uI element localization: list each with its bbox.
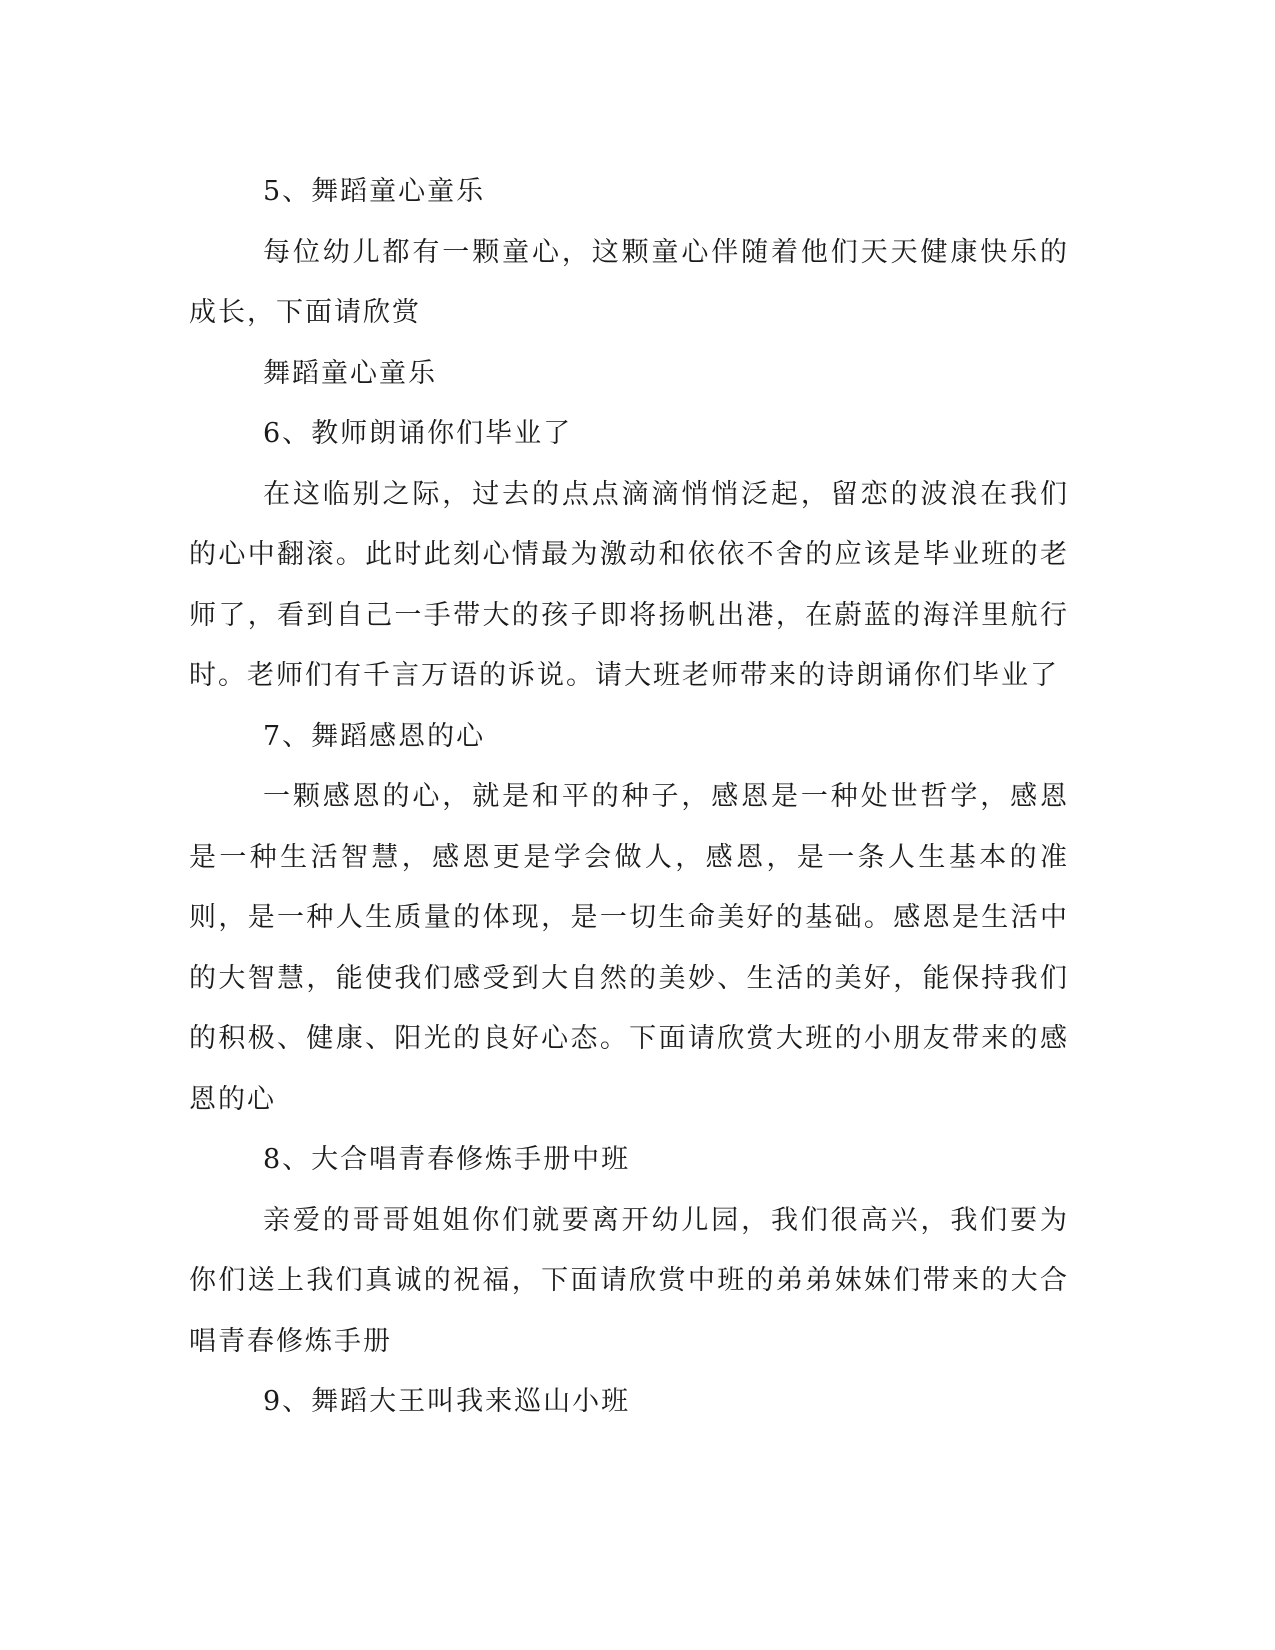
- paragraph: 在这临别之际，过去的点点滴滴悄悄泛起，留恋的波浪在我们的心中翻滚。此时此刻心情最为激动和依依不舍的应该是毕业班的老师了，看到自己一手带大的孩子即将扬帆出港，在蔚蓝的海洋里航行时。老师们有千言万语的诉说。请大班老师带来的诗朗诵你们毕业了: [189, 478, 1069, 691]
- paragraph: 舞蹈童心童乐: [263, 357, 437, 389]
- program-item-heading: 8、大合唱青春修炼手册中班: [263, 1144, 631, 1175]
- document-body: [189, 162, 1069, 1433]
- paragraph: 每位幼儿都有一颗童心，这颗童心伴随着他们天天健康快乐的成长，下面请欣赏: [189, 236, 1069, 328]
- paragraph: 一颗感恩的心，就是和平的种子，感恩是一种处世哲学，感恩是一种生活智慧，感恩更是学会做人，感恩，是一条人生基本的准则，是一种人生质量的体现，是一切生命美好的基础。感恩是生活中的大智慧，能使我们感受到大自然的美妙、生活的美好，能保持我们的积极、健康、阳光的良好心态。下面请欣赏大班的小朋友带来的感恩的心: [189, 781, 1069, 1115]
- program-item-heading: 6、教师朗诵你们毕业了: [263, 418, 573, 449]
- program-item-heading: 5、舞蹈童心童乐: [263, 176, 486, 207]
- program-item-heading: 7、舞蹈感恩的心: [263, 720, 486, 752]
- program-item-heading: 9、舞蹈大王叫我来巡山小班: [263, 1386, 631, 1417]
- paragraph: 亲爱的哥哥姐姐你们就要离开幼儿园，我们很高兴，我们要为你们送上我们真诚的祝福，下面请欣赏中班的弟弟妹妹们带来的大合唱青春修炼手册: [189, 1204, 1069, 1357]
